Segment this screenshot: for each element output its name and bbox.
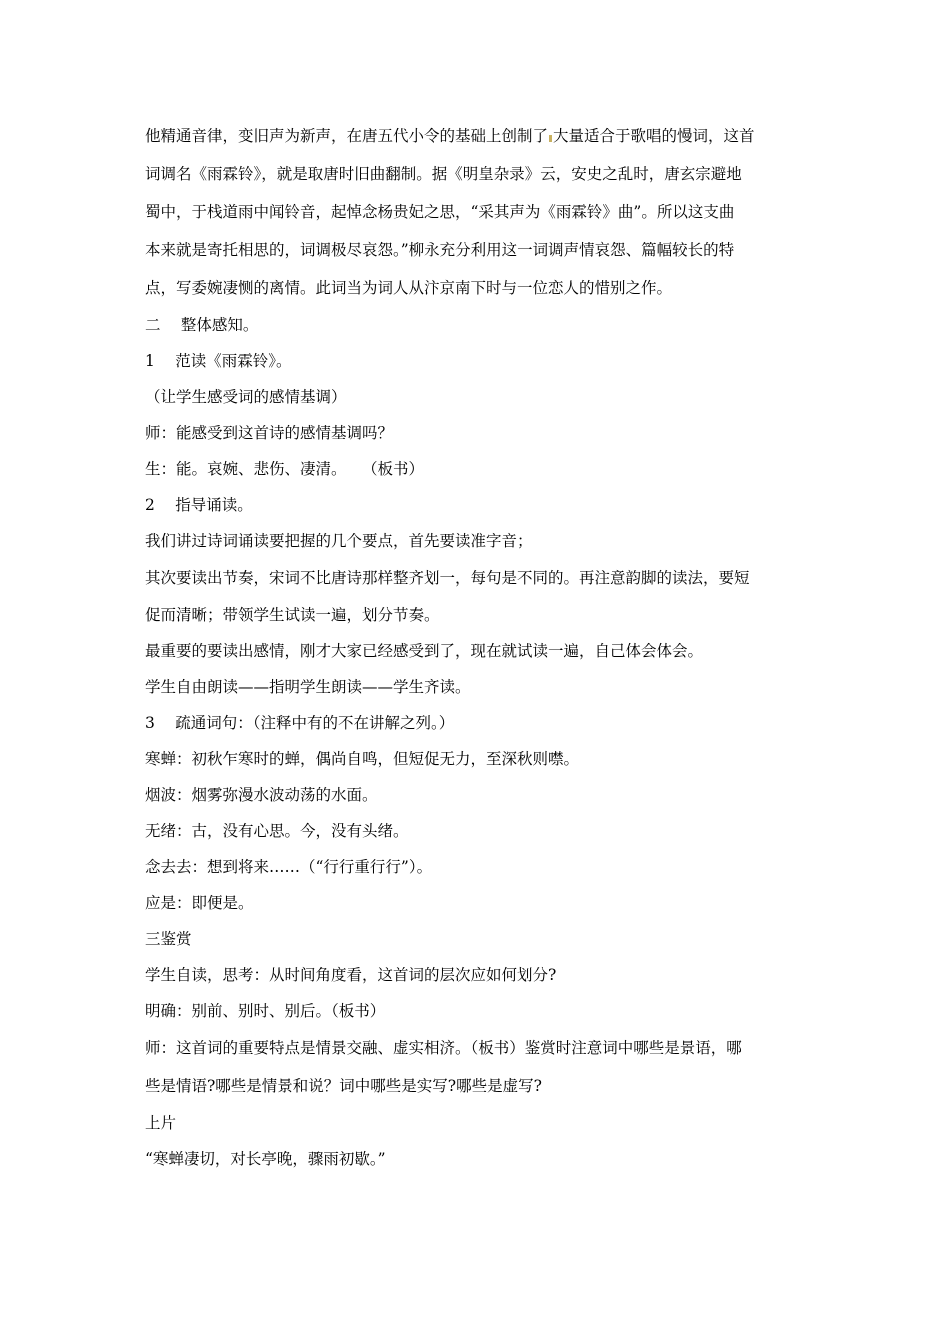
paragraph-line: 促而清晰；带领学生试读一遍，划分节奏。 [145,606,440,624]
scan-mark [549,135,552,142]
quote-line: “寒蝉凄切，对长亭晚，骤雨初歇。” [145,1150,386,1168]
paragraph-line: （让学生感受词的感情基调） [145,388,347,406]
paragraph-line: 师：这首词的重要特点是情景交融、虚实相济。（板书）鉴赏时注意词中哪些是景语，哪 [145,1039,742,1057]
subsection-heading: 3 疏通词句：（注释中有的不在讲解之列。） [145,714,455,732]
paragraph-line: 学生自读，思考：从时间角度看，这首词的层次应如何划分? [145,966,557,984]
paragraph-line: 应是：即便是。 [145,894,254,912]
document-body [145,117,807,1177]
paragraph-line: 烟波：烟雾弥漫水波动荡的水面。 [145,786,378,804]
text-segment: 他精通音律，变旧声为新声，在唐五代小令的基础上创制了 [145,127,549,145]
paragraph-line: 念去去：想到将来……（“行行重行行”）。 [145,858,433,876]
subsection-heading: 上片 [145,1114,177,1132]
paragraph-line: 蜀中，于栈道雨中闻铃音，起悼念杨贵妃之思，“采其声为《雨霖铃》曲”。所以这支曲 [145,203,735,221]
paragraph-line: 词调名《雨霖铃》，就是取唐时旧曲翻制。据《明皇杂录》云，安史之乱时，唐玄宗避地 [145,165,742,183]
paragraph-line: 师：能感受到这首诗的感情基调吗？ [145,424,394,442]
paragraph-line: 最重要的要读出感情，刚才大家已经感受到了，现在就试读一遍，自己体会体会。 [145,642,704,660]
paragraph-line: 我们讲过诗词诵读要把握的几个要点，首先要读准字音； [145,532,533,550]
paragraph-line: 其次要读出节奏，宋词不比唐诗那样整齐划一，每句是不同的。再注意韵脚的读法，要短 [145,569,750,587]
paragraph-line: 点，写委婉凄恻的离情。此词当为词人从汴京南下时与一位恋人的惜别之作。 [145,279,673,297]
paragraph-line: 明确：别前、别时、别后。（板书） [145,1002,386,1020]
paragraph-line: 本来就是寄托相思的，词调极尽哀怨。”柳永充分利用这一词调声情哀怨、篇幅较长的特 [145,241,735,259]
subsection-heading: 1 范读《雨霖铃》。 [145,352,292,370]
subsection-heading: 2 指导诵读。 [145,496,253,514]
text-segment: 大量适合于歌唱的慢词，这首 [553,127,755,145]
section-heading: 三鉴赏 [145,930,192,948]
paragraph-line: 寒蝉：初秋乍寒时的蝉，偶尚自鸣，但短促无力，至深秋则噤。 [145,750,580,768]
paragraph-line: 些是情语?哪些是情景和说？词中哪些是实写?哪些是虚写? [145,1077,542,1095]
paragraph-line: 学生自由朗读——指明学生朗读——学生齐读。 [145,678,471,696]
paragraph-line: 生：能。哀婉、悲伤、凄清。 （板书） [145,460,425,478]
paragraph-line [145,117,807,155]
paragraph-line: 无绪：古，没有心思。今，没有头绪。 [145,822,409,840]
section-heading: 二 整体感知。 [145,316,259,334]
